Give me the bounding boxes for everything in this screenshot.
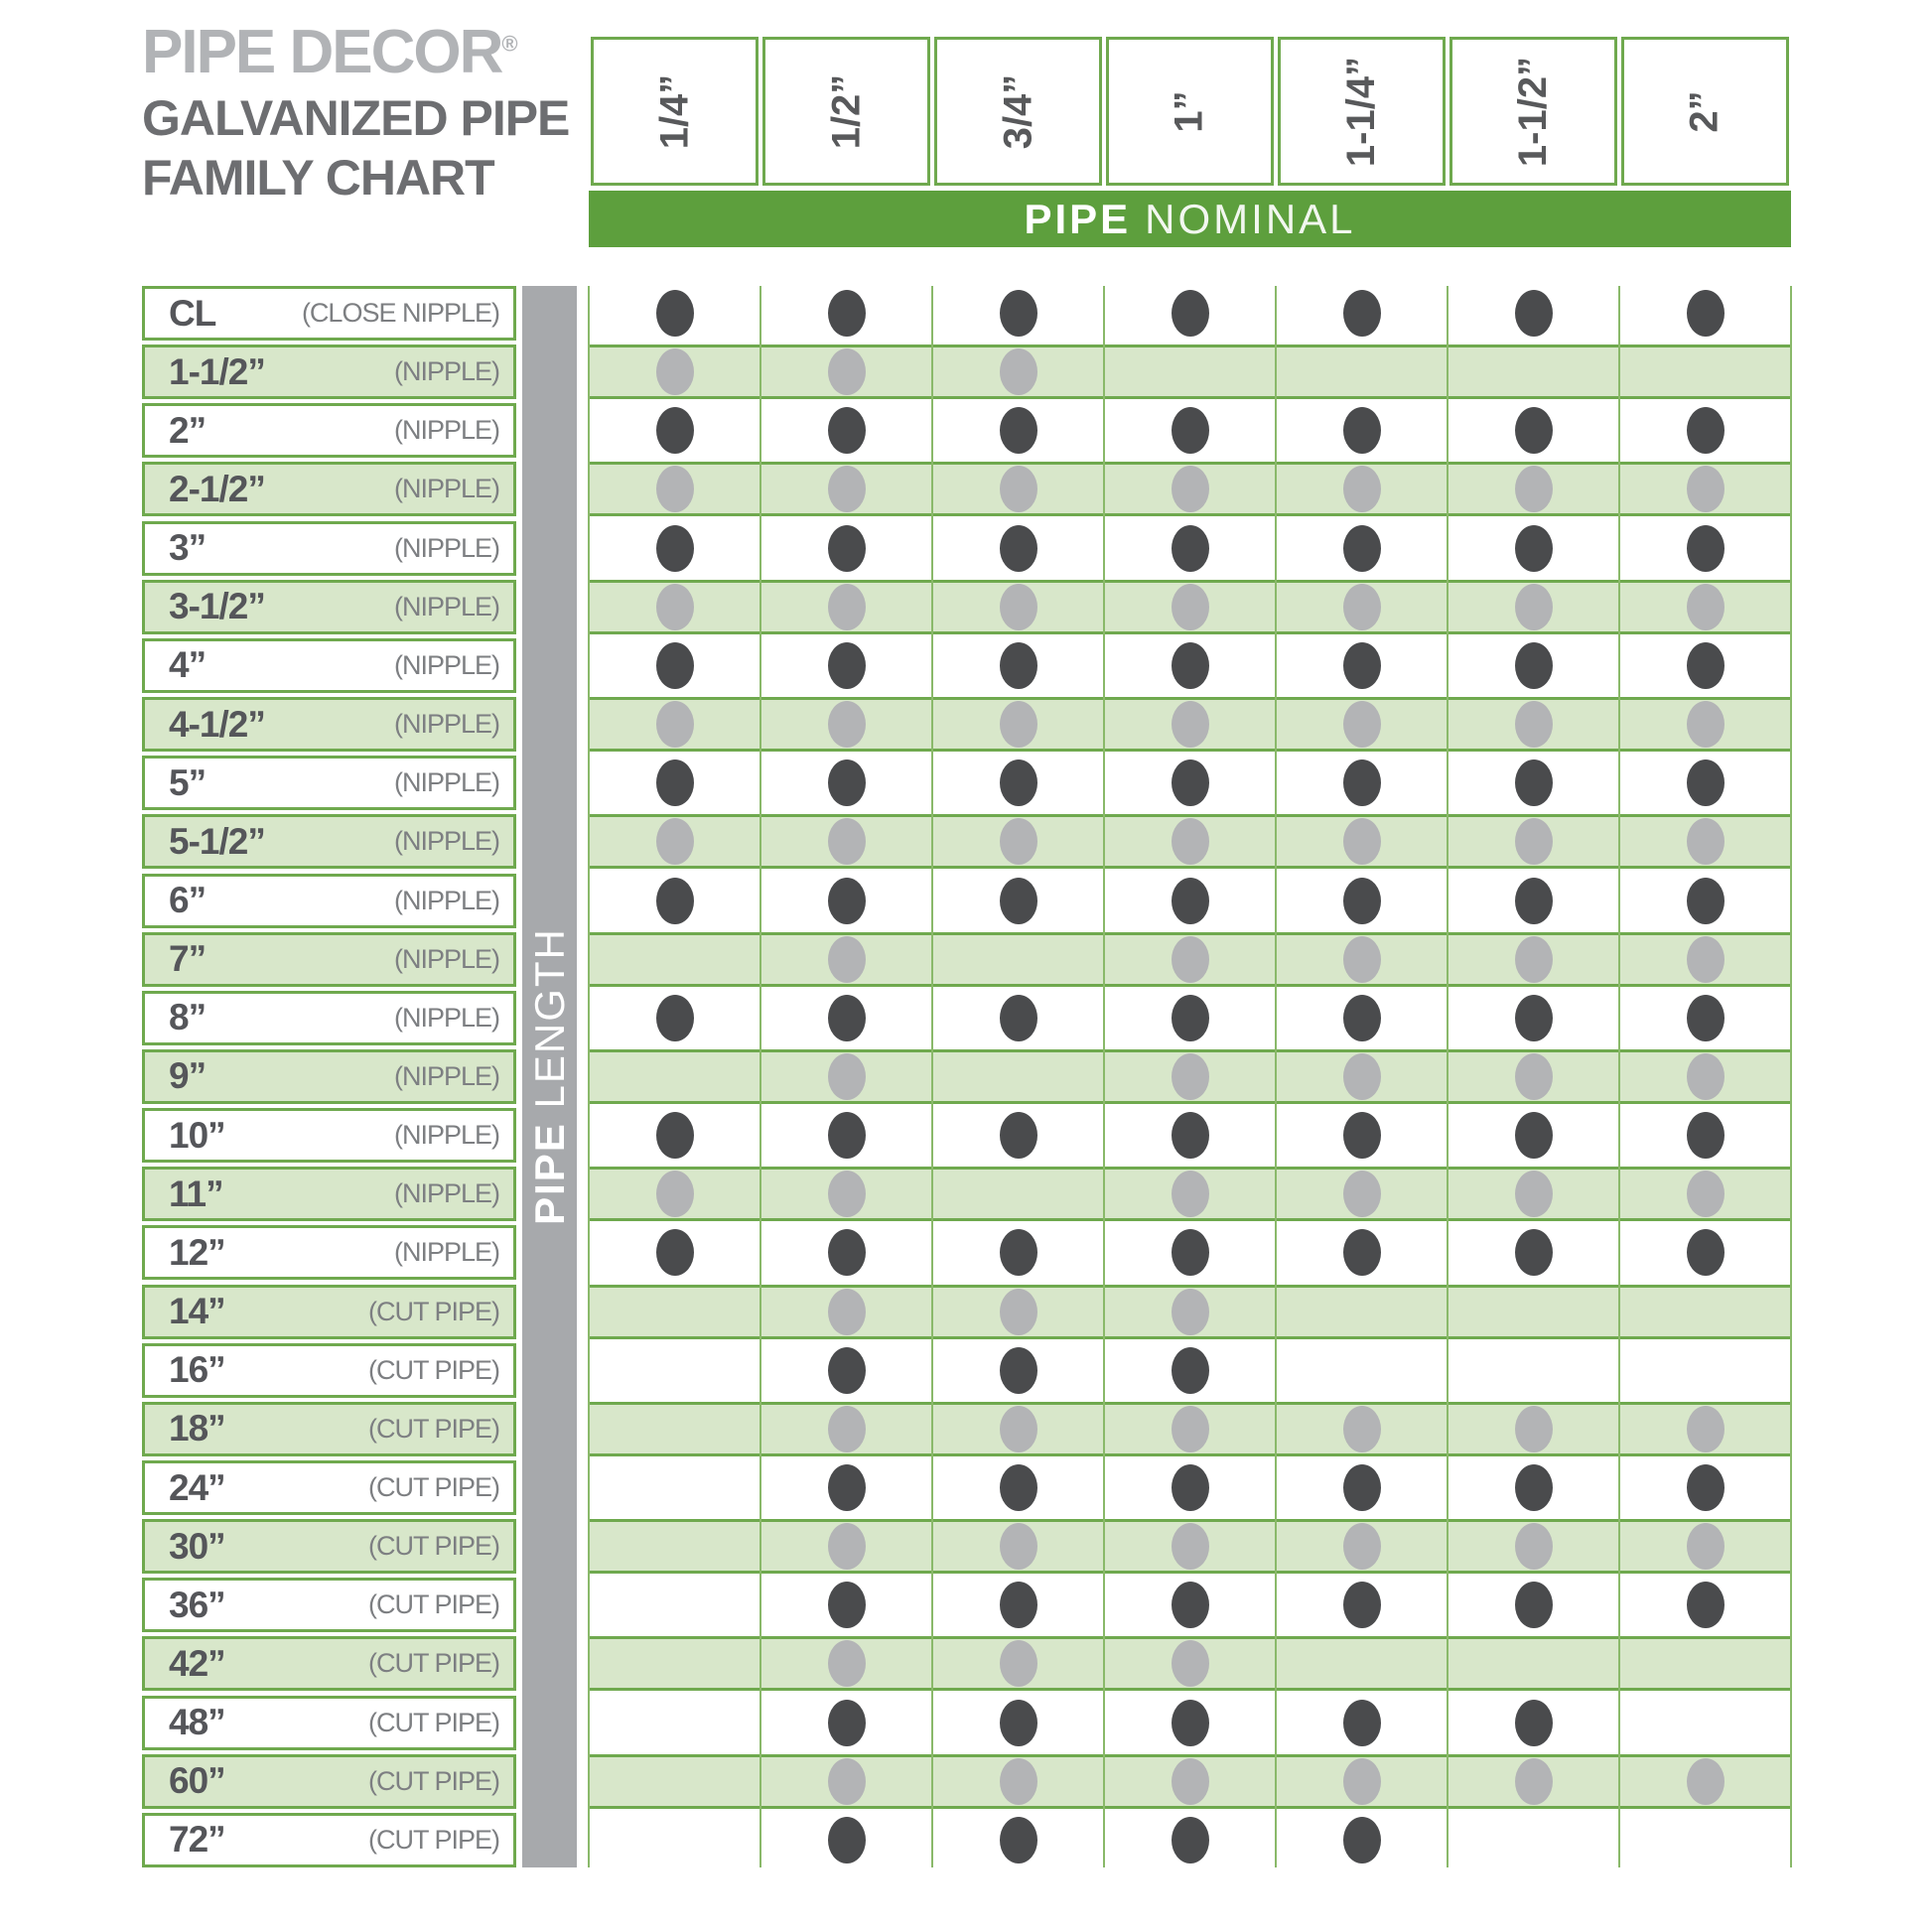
availability-dot [1000,1289,1037,1335]
availability-dot [1515,1582,1553,1628]
availability-dot [1515,759,1553,806]
availability-dot [1343,407,1381,454]
column-separator-line [1103,286,1105,1867]
availability-dot [1343,1523,1381,1570]
availability-dot [656,525,694,572]
availability-dot [1687,290,1725,337]
availability-dot [1343,1700,1381,1746]
availability-dot [828,1289,866,1335]
availability-dot [828,642,866,689]
row-label [142,756,516,810]
availability-dot [828,1171,866,1217]
availability-dot [1172,1817,1209,1863]
availability-dot [1000,701,1037,748]
row-label [142,1285,516,1339]
row-type-label: (NIPPLE) [393,943,499,974]
row-label [142,1636,516,1691]
row-type-label: (NIPPLE) [393,885,499,915]
availability-dot [1172,407,1209,454]
availability-dot [1515,818,1553,865]
row-type-label: (CUT PIPE) [367,1354,499,1385]
row-size-label: 1-1/2” [169,350,265,392]
availability-dot [828,1640,866,1687]
availability-dot [1000,466,1037,512]
row-size-label: 5” [169,761,207,803]
availability-dot [1000,1700,1037,1746]
row-label [142,1754,516,1809]
row-type-label: (CUT PIPE) [367,1472,499,1502]
availability-dot [1515,1758,1553,1805]
availability-dot [656,701,694,748]
availability-dot [1000,1229,1037,1276]
availability-dot [1172,1171,1209,1217]
availability-dot [1515,1464,1553,1511]
availability-dot [656,995,694,1041]
availability-dot [1000,1347,1037,1394]
row-type-label: (NIPPLE) [393,1002,499,1033]
availability-dot [1172,1229,1209,1276]
row-size-label: 60” [169,1760,225,1802]
row-type-label: (CUT PIPE) [367,1824,499,1855]
availability-dot [1515,642,1553,689]
row-size-label: 8” [169,997,207,1038]
availability-dot [1000,1112,1037,1159]
availability-dot [1343,1817,1381,1863]
availability-dot [1687,466,1725,512]
availability-dot [1343,642,1381,689]
row-type-label: (CUT PIPE) [367,1707,499,1737]
availability-dot [828,1112,866,1159]
availability-dot [1000,1464,1037,1511]
availability-dot [1000,348,1037,395]
row-label [142,580,516,634]
availability-dot [1515,466,1553,512]
row-size-label: 6” [169,880,207,920]
availability-dot [828,878,866,924]
row-size-label: 30” [169,1525,225,1567]
row-type-label: (NIPPLE) [393,591,499,621]
row-label [142,1813,516,1867]
row-size-label: 36” [169,1584,225,1625]
row-size-label: 9” [169,1055,207,1097]
availability-dot [828,1053,866,1100]
availability-dot [1515,1406,1553,1452]
row-type-label: (NIPPLE) [393,826,499,857]
availability-dot [1172,1582,1209,1628]
row-label [142,1049,516,1104]
availability-dot [1515,584,1553,630]
row-label [142,932,516,987]
availability-dot [656,466,694,512]
row-size-label: 3” [169,527,207,569]
availability-dot [828,407,866,454]
availability-dot [1343,466,1381,512]
availability-dot [1515,701,1553,748]
column-separator-line [1790,286,1792,1867]
availability-dot [1172,1112,1209,1159]
row-type-label: (NIPPLE) [393,1060,499,1091]
row-size-label: 2” [169,409,207,451]
availability-dot [1515,1112,1553,1159]
row-label [142,521,516,576]
availability-dot [1000,1758,1037,1805]
row-type-label: (NIPPLE) [393,474,499,504]
availability-dot [1687,1112,1725,1159]
row-size-label: 42” [169,1642,225,1684]
availability-dot [1343,878,1381,924]
row-type-label: (CUT PIPE) [367,1413,499,1444]
availability-dot [1343,1112,1381,1159]
row-label [142,1519,516,1574]
banner-regular-text: NOMINAL [1145,195,1356,242]
column-header: 1-1/2” [1449,37,1617,186]
availability-dot [1000,1640,1037,1687]
availability-dot [1687,701,1725,748]
availability-dot [1000,995,1037,1041]
availability-dot [656,642,694,689]
availability-dot [1343,701,1381,748]
row-label [142,814,516,869]
availability-dot [828,584,866,630]
row-label [142,1167,516,1221]
availability-dot [1343,1053,1381,1100]
availability-dot [828,525,866,572]
availability-dot [1687,1464,1725,1511]
availability-dot [1687,759,1725,806]
row-type-label: (CUT PIPE) [367,1765,499,1796]
availability-dot [1687,1523,1725,1570]
availability-dot [1343,290,1381,337]
row-type-label: (NIPPLE) [393,415,499,446]
row-type-label: (CLOSE NIPPLE) [301,298,499,328]
row-label [142,697,516,752]
availability-dot [828,1700,866,1746]
column-separator-line [759,286,761,1867]
availability-dot [1000,584,1037,630]
column-header: 1” [1106,37,1274,186]
availability-dot [828,348,866,395]
availability-dot [1172,584,1209,630]
availability-dot [1000,1523,1037,1570]
availability-dot [656,584,694,630]
availability-dot [656,1171,694,1217]
row-type-label: (NIPPLE) [393,1120,499,1151]
availability-dot [1343,1171,1381,1217]
availability-dot [1343,1582,1381,1628]
logo-block [142,18,570,206]
column-header: 1-1/4” [1278,37,1446,186]
availability-dot [1172,466,1209,512]
row-type-label: (NIPPLE) [393,767,499,798]
row-type-label: (CUT PIPE) [367,1531,499,1562]
sidebar-regular-text: LENGTH [525,927,573,1109]
availability-dot [1172,995,1209,1041]
row-label [142,462,516,516]
availability-dot [1687,1758,1725,1805]
row-size-label: 24” [169,1466,225,1508]
availability-dot [828,1464,866,1511]
availability-dot [1172,1464,1209,1511]
column-separator-line [931,286,933,1867]
brand-logo: PIPE DECOR® [142,18,518,86]
row-size-label: 7” [169,938,207,980]
availability-dot [1343,1758,1381,1805]
availability-dot [1687,584,1725,630]
row-label [142,1108,516,1163]
availability-dot [656,1112,694,1159]
row-size-label: 5-1/2” [169,820,265,862]
row-type-label: (NIPPLE) [393,532,499,563]
column-separator-line [588,286,590,1867]
availability-dot [1172,1758,1209,1805]
availability-dot [1172,818,1209,865]
row-type-label: (NIPPLE) [393,709,499,740]
row-label [142,1460,516,1515]
column-separator-line [1618,286,1620,1867]
availability-dot [1172,936,1209,983]
availability-dot [1515,936,1553,983]
row-size-label: 12” [169,1231,225,1273]
availability-dot [1172,1347,1209,1394]
availability-dot [1343,936,1381,983]
row-size-label: 2-1/2” [169,468,265,509]
availability-dot [1687,878,1725,924]
row-size-label: 4-1/2” [169,703,265,745]
row-label [142,345,516,399]
availability-dot [1687,995,1725,1041]
availability-dot [1000,290,1037,337]
green-row-stripe [589,345,1791,399]
availability-dot [1515,1523,1553,1570]
availability-dot [1172,1406,1209,1452]
availability-dot [1515,1700,1553,1746]
row-label [142,991,516,1045]
availability-dot [828,759,866,806]
row-size-label: 10” [169,1114,225,1156]
availability-dot [1000,1817,1037,1863]
row-type-label: (CUT PIPE) [367,1589,499,1620]
row-label [142,1225,516,1280]
column-header: 2” [1621,37,1789,186]
availability-dot [828,701,866,748]
row-label [142,638,516,693]
availability-dot [1687,818,1725,865]
availability-dot [1687,1582,1725,1628]
row-size-label: 3-1/2” [169,586,265,627]
availability-dot [1687,1171,1725,1217]
availability-dot [1343,584,1381,630]
availability-dot [1687,1406,1725,1452]
pipe-length-bar [522,286,577,1867]
row-size-label: 4” [169,644,207,686]
availability-dot [1172,1640,1209,1687]
availability-dot [1515,1229,1553,1276]
availability-dot [1343,818,1381,865]
row-label [142,1696,516,1750]
availability-dot [1000,407,1037,454]
row-type-label: (NIPPLE) [393,1178,499,1209]
availability-dot [1172,701,1209,748]
availability-dot [656,878,694,924]
availability-dot [1687,407,1725,454]
chart-title-line1: GALVANIZED PIPE [142,90,570,146]
availability-dot [1687,936,1725,983]
row-type-label: (NIPPLE) [393,649,499,680]
availability-dot [1000,759,1037,806]
availability-dot [1172,525,1209,572]
availability-dot [656,818,694,865]
availability-dot [828,1817,866,1863]
row-size-label: 14” [169,1291,225,1332]
availability-dot [1343,995,1381,1041]
availability-dot [1515,290,1553,337]
availability-dot [1515,407,1553,454]
availability-dot [1172,759,1209,806]
row-label [142,286,516,341]
row-type-label: (CUT PIPE) [367,1648,499,1679]
availability-dot [1000,642,1037,689]
availability-dot [828,1582,866,1628]
availability-dot [828,1523,866,1570]
availability-dot [828,1229,866,1276]
availability-dot [1000,878,1037,924]
availability-dot [1000,1406,1037,1452]
row-label [142,403,516,458]
availability-dot [1172,642,1209,689]
availability-dot [656,1229,694,1276]
row-label [142,1343,516,1398]
availability-dot [1515,525,1553,572]
availability-dot [828,290,866,337]
registered-mark: ® [501,31,518,57]
column-separator-line [1447,286,1449,1867]
banner-bold-text: PIPE [1024,195,1132,242]
availability-dot [828,466,866,512]
availability-dot [1172,1289,1209,1335]
availability-dot [1172,1700,1209,1746]
availability-dot [1343,525,1381,572]
column-header: 1/4” [591,37,759,186]
availability-dot [1343,1406,1381,1452]
availability-dot [1687,1229,1725,1276]
row-size-label: 16” [169,1349,225,1391]
row-type-label: (NIPPLE) [393,1237,499,1268]
availability-dot [656,759,694,806]
availability-dot [828,818,866,865]
row-size-label: CL [169,292,216,334]
row-size-label: 11” [169,1173,223,1214]
chart-title-line2: FAMILY CHART [142,150,494,206]
availability-dot [828,1347,866,1394]
availability-dot [1687,642,1725,689]
row-type-label: (CUT PIPE) [367,1296,499,1326]
row-size-label: 72” [169,1819,225,1861]
availability-dot [1515,995,1553,1041]
column-separator-line [1275,286,1277,1867]
availability-dot [1515,1171,1553,1217]
availability-dot [828,1406,866,1452]
availability-dot [1687,1053,1725,1100]
row-size-label: 48” [169,1702,225,1743]
row-label [142,874,516,928]
availability-dot [828,1758,866,1805]
availability-dot [1343,1464,1381,1511]
availability-dot [1343,1229,1381,1276]
availability-dot [656,290,694,337]
row-label [142,1402,516,1456]
availability-dot [1172,290,1209,337]
availability-dot [1172,1523,1209,1570]
availability-dot [828,995,866,1041]
column-header: 1/2” [762,37,930,186]
availability-dot [828,936,866,983]
row-type-label: (NIPPLE) [393,356,499,387]
availability-dot [1000,525,1037,572]
pipe-nominal-banner [589,191,1791,247]
availability-dot [656,407,694,454]
availability-dot [1172,878,1209,924]
row-label [142,1578,516,1632]
sidebar-bold-text: PIPE [525,1122,573,1226]
availability-dot [1343,759,1381,806]
availability-dot [1172,1053,1209,1100]
availability-dot [1000,818,1037,865]
row-size-label: 18” [169,1408,225,1449]
column-header: 3/4” [934,37,1102,186]
availability-dot [1000,1582,1037,1628]
availability-dot [1515,1053,1553,1100]
availability-dot [1687,525,1725,572]
availability-dot [656,348,694,395]
availability-dot [1515,878,1553,924]
